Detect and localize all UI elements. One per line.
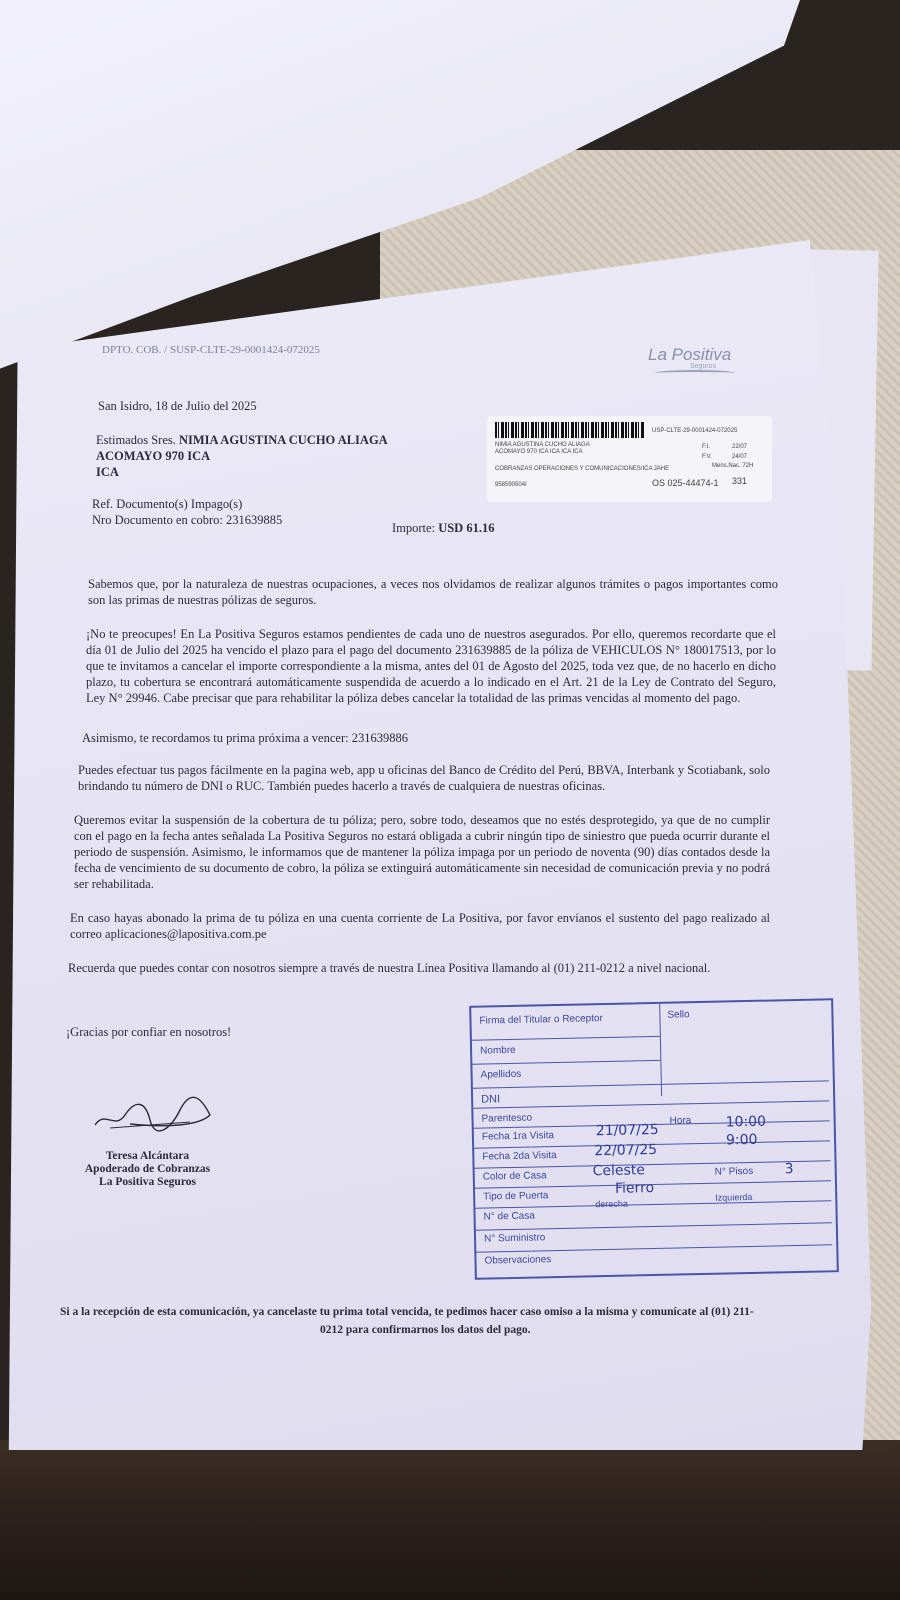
stamp-line xyxy=(473,1100,829,1108)
paragraph-7: Recuerda que puedes contar con nosotros siempre a través de nuestra Línea Positiva llamando al (01) 211-0212 a nivel nacional. xyxy=(68,961,711,975)
stamp-sello-label: Sello xyxy=(667,1009,690,1021)
sticker-dept: COBRANZAS OPERACIONES Y COMUNICACIONES/ICA JAHE xyxy=(495,466,670,472)
address-line-2: ICA xyxy=(96,465,119,479)
sticker-route: OS 025-44474-1 xyxy=(652,478,719,488)
sticker-number: 331 xyxy=(732,476,748,486)
sticker-fi-label: F.I. xyxy=(702,444,711,450)
stamp-suministro-label: N° Suministro xyxy=(483,1232,546,1245)
company-logo: La Positiva xyxy=(648,345,732,364)
footer-line-2: 0212 para confirmarnos los datos del pago. xyxy=(320,1324,531,1336)
paragraph-1: Sabemos que, por la naturaleza de nuestras ocupaciones, a veces nos olvidamos de realizar algunos trámites o pagos importantes como son las primas de nuestras pólizas de seguros. xyxy=(88,577,778,607)
stamp-nombre-label: Nombre xyxy=(480,1044,516,1057)
sticker-name: NIMIA AGUSTINA CUCHO ALIAGA xyxy=(495,442,590,448)
amount-line: Importe: USD 61.16 xyxy=(392,521,495,535)
delivery-stamp-form xyxy=(469,998,839,1280)
sticker-fv-value: 24/07 xyxy=(732,454,748,460)
stamp-color-label: Color de Casa xyxy=(482,1170,547,1183)
company-logo-subtitle: Seguros xyxy=(690,363,717,370)
signer-title: Apoderado de Cobranzas xyxy=(84,1163,211,1175)
amount-value: USD 61.16 xyxy=(438,521,495,535)
address-line-1: ACOMAYO 970 ICA xyxy=(96,449,211,463)
recipient-line xyxy=(96,432,388,448)
signer-name: Teresa Alcántara xyxy=(105,1150,190,1162)
paragraph-3: Asimismo, te recordamos tu prima próxima a vencer: 231639886 xyxy=(82,731,408,745)
barcode-icon xyxy=(495,422,645,438)
background-floor xyxy=(0,1440,900,1600)
sticker-code: 958590504/ xyxy=(495,482,527,488)
greeting-prefix: Estimados Sres. xyxy=(96,433,176,447)
sticker-fi-value: 22/07 xyxy=(732,444,748,450)
reference-line: Ref. Documento(s) Impago(s) xyxy=(92,497,243,511)
handwritten-door: Fierro xyxy=(614,1180,655,1197)
stamp-line xyxy=(472,1036,660,1041)
signer-block xyxy=(70,1150,225,1189)
handwritten-time-2: 9:00 xyxy=(725,1131,758,1149)
handwritten-date-2: 22/07/25 xyxy=(594,1141,658,1160)
stamp-visita1-label: Fecha 1ra Visita xyxy=(481,1130,555,1143)
paragraph-4: Puedes efectuar tus pagos fácilmente en la pagina web, app u oficinas del Banco de Crédito del Perú, BBVA, Interbank y Scotiabank, solo brindando tu número de DNI o RUC. También puedes hacerlo a través de cualquiera de nuestras oficinas. xyxy=(78,763,770,793)
place-date: San Isidro, 18 de Julio del 2025 xyxy=(98,399,257,413)
sticker-address: ACOMAYO 970 ICA ICA ICA ICA xyxy=(495,449,583,455)
stamp-ncasa-label: N° de Casa xyxy=(483,1210,535,1223)
stamp-line xyxy=(476,1244,832,1252)
stamp-observaciones-label: Observaciones xyxy=(484,1254,552,1267)
stamp-divider xyxy=(659,1004,662,1096)
paragraph-5: Queremos evitar la suspensión de la cobertura de tu póliza; pero, sobre todo, deseamos que no estés desprotegido, ya que de no cumplir con el pago en la fecha antes señalada La Positiva Seguros no estará obligada a cubrir ningún tipo de siniestro que pueda ocurrir durante el periodo de suspensión. Asimismo, le informamos que de mantener la póliza impaga por un periodo de noventa (90) días contados desde la fecha de vencimiento de su documento de cobro, la póliza se extinguirá automáticamente sin necesidad de comunicación previa y no podrá ser rehabilitada. xyxy=(74,813,770,891)
recipient-name: NIMIA AGUSTINA CUCHO ALIAGA xyxy=(178,433,388,447)
stamp-dni-label: DNI xyxy=(481,1093,501,1106)
address-sticker xyxy=(487,416,772,502)
stamp-derecha-label: derecha xyxy=(595,1198,628,1210)
logo-swoosh-icon xyxy=(655,370,735,376)
sticker-ref: USP-CLTE-29-0001424-072025 xyxy=(652,428,738,434)
sticker-fv-label: F.V. xyxy=(702,454,712,460)
stamp-line xyxy=(476,1222,832,1230)
stamp-firma-label: Firma del Titular o Receptor xyxy=(479,1013,603,1027)
stamp-parentesco-label: Parentesco xyxy=(481,1112,533,1125)
handwritten-date-1: 21/07/25 xyxy=(595,1121,659,1140)
stamp-pisos-label: N° Pisos xyxy=(714,1165,754,1178)
signer-company: La Positiva Seguros xyxy=(99,1176,196,1188)
amount-label: Importe xyxy=(392,521,432,535)
document-number: Nro Documento en cobro: 231639885 xyxy=(92,513,283,527)
paragraph-2: ¡No te preocupes! En La Positiva Seguros estamos pendientes de cada uno de nuestros asegurados. Por ello, queremos recordarte que el día 01 de Julio del 2025 ha vencido el plazo para el pago del documento 231639885 de la póliza de VEHICULOS N° 180017513, por lo que te invitamos a cancelar el importe correspondiente a la misma, antes del 01 de Agosto del 2025, toda vez que, de no hacerlo en dicho plazo, tu cobertura se encontrará automáticamente suspendida de acuerdo a lo indicado en el Art. 21 de la Ley de Contrato del Seguro, Ley N° 29946. Cabe precisar que para rehabilitar la póliza debes cancelar la totalidad de las primas vencidas al momento del pago. xyxy=(86,627,776,705)
footer-line-1: Si a la recepción de esta comunicación, ya cancelaste tu prima total vencida, te pedimos hacer caso omiso a la misma y comunícate al (01) 211- xyxy=(60,1306,754,1318)
stamp-puerta-label: Tipo de Puerta xyxy=(483,1190,549,1203)
handwritten-color: Celeste xyxy=(592,1162,646,1180)
reference-code: DPTO. COB. / SUSP-CLTE-29-0001424-072025 xyxy=(102,344,320,356)
stamp-izquierda-label: Izquierda xyxy=(715,1191,753,1203)
stamp-apellidos-label: Apellidos xyxy=(480,1068,522,1081)
sticker-mens: Mens.Nac. 72H xyxy=(712,463,754,469)
stamp-line xyxy=(472,1060,660,1065)
handwritten-signature xyxy=(90,1090,220,1135)
stamp-line xyxy=(473,1080,829,1088)
stamp-visita2-label: Fecha 2da Visita xyxy=(482,1150,557,1163)
paragraph-6: En caso hayas abonado la prima de tu póliza en una cuenta corriente de La Positiva, por favor envíanos el sustento del pago realizado al correo aplicaciones@lapositiva.com.pe xyxy=(70,911,770,941)
stamp-hora-label: Hora xyxy=(669,1115,692,1127)
handwritten-time-1: 10:00 xyxy=(725,1113,767,1131)
handwritten-floors: 3 xyxy=(784,1161,794,1178)
thanks-line: ¡Gracias por confiar en nosotros! xyxy=(66,1025,232,1039)
